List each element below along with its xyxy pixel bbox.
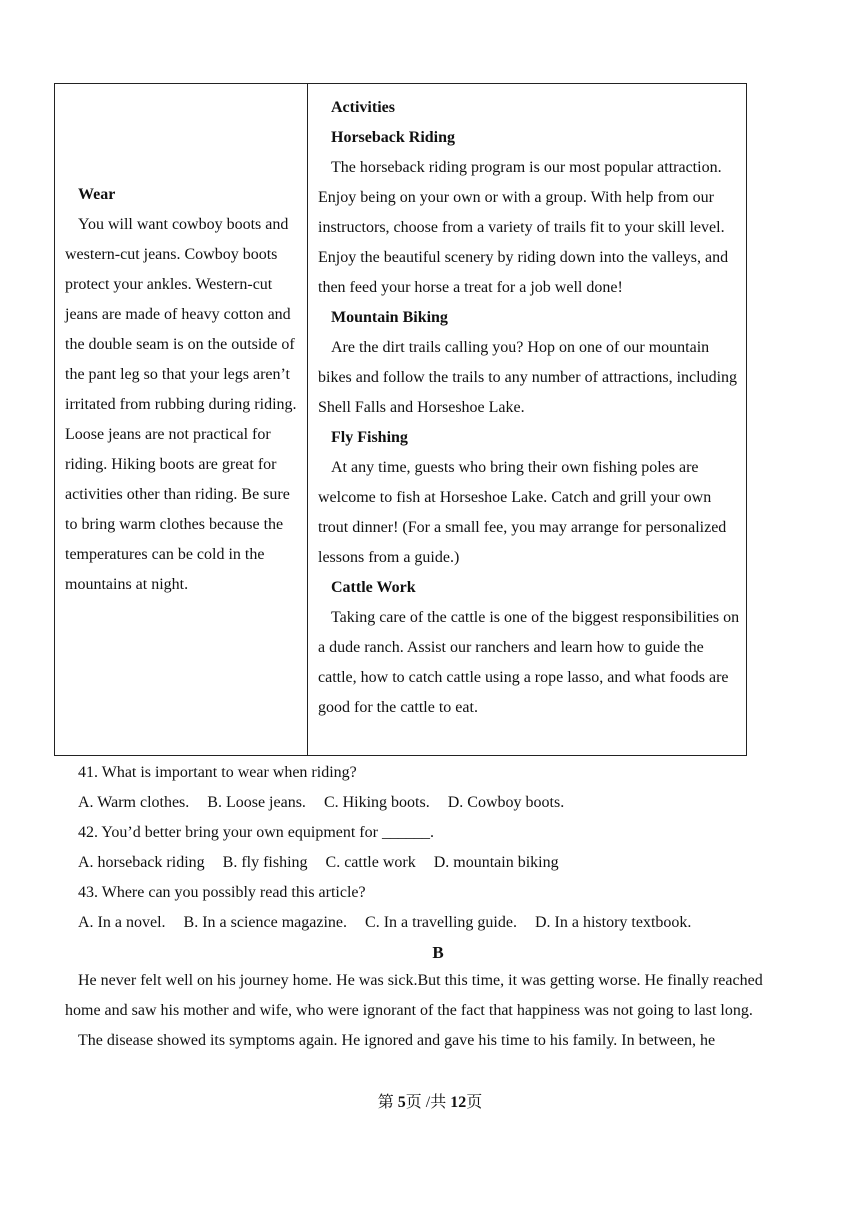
info-table — [54, 83, 747, 756]
activities-cell — [308, 84, 747, 756]
wear-cell — [55, 84, 308, 756]
fishing-heading: Fly Fishing — [331, 429, 408, 446]
footer-page-number: 5 — [397, 1094, 406, 1111]
option-43-d: D. In a history textbook. — [534, 914, 692, 931]
footer-mid: 页 /共 — [405, 1094, 447, 1111]
cattle-heading: Cattle Work — [331, 579, 416, 596]
question-stem-43: 43. Where can you possibly read this article? — [78, 884, 366, 901]
question-list — [66, 758, 826, 938]
biking-text: Are the dirt trails calling you? Hop on one of our mountain bikes and follow the trails to any number of attractions, including Shell Falls and Horseshoe Lake. — [318, 339, 738, 416]
footer-suffix: 页 — [466, 1094, 483, 1111]
biking-heading: Mountain Biking — [331, 309, 448, 326]
option-43-a: A. In a novel. — [78, 914, 166, 931]
option-41-d: D. Cowboy boots. — [447, 794, 565, 811]
section-b-heading: B — [432, 943, 444, 962]
activities-heading: Activities — [331, 99, 395, 116]
footer-total-pages: 12 — [450, 1094, 467, 1111]
question-stem-42: 42. You’d better bring your own equipment for ______. — [78, 824, 434, 841]
passage-paragraph: The disease showed its symptoms again. He ignored and gave his time to his family. In between, he — [78, 1032, 716, 1049]
option-42-d: D. mountain biking — [433, 854, 559, 871]
question-options-43 — [66, 908, 826, 938]
option-42-a: A. horseback riding — [78, 854, 205, 871]
option-41-c: C. Hiking boots. — [323, 794, 430, 811]
question-options-42 — [66, 848, 826, 878]
horseback-text: The horseback riding program is our most popular attraction. Enjoy being on your own or with a group. With help from our instructors, choose from a variety of trails fit to your skill level. Enjoy the beautiful scenery by riding down into the valleys, and then feed your horse a treat for a job well done! — [318, 159, 729, 296]
fishing-text: At any time, guests who bring their own fishing poles are welcome to fish at Horseshoe Lake. Catch and grill your own trout dinner! (For a small fee, you may arrange for personalized lessons from a guide.) — [318, 459, 727, 566]
footer-prefix: 第 — [377, 1094, 394, 1111]
option-43-b: B. In a science magazine. — [183, 914, 348, 931]
option-42-b: B. fly fishing — [222, 854, 308, 871]
cattle-text: Taking care of the cattle is one of the biggest responsibilities on a dude ranch. Assist our ranchers and learn how to guide the cattle, how to catch cattle using a rope lasso, and what foods are good for the cattle to eat. — [318, 609, 740, 716]
option-41-a: A. Warm clothes. — [78, 794, 190, 811]
question-options-41 — [66, 788, 826, 818]
option-42-c: C. cattle work — [325, 854, 416, 871]
passage-paragraph: He never felt well on his journey home. He was sick.But this time, it was getting worse. He finally reached home and saw his mother and wife, who were ignorant of the fact that happiness was not going to last long. — [65, 972, 763, 1019]
option-41-b: B. Loose jeans. — [207, 794, 306, 811]
section-b-passage — [65, 966, 795, 1056]
page-footer — [0, 1090, 860, 1116]
option-43-c: C. In a travelling guide. — [365, 914, 517, 931]
question-stem-41: 41. What is important to wear when riding? — [78, 764, 357, 781]
wear-heading: Wear — [78, 186, 116, 203]
wear-text: You will want cowboy boots and western-cut jeans. Cowboy boots protect your ankles. Western-cut jeans are made of heavy cotton and the double seam is on the outside of the pant leg so that your legs aren’t irritated from rubbing during riding. Loose jeans are not practical for riding. Hiking boots are great for activities other than riding. Be sure to bring warm clothes because the temperatures can be cold in the mountains at night. — [65, 216, 297, 593]
horseback-heading: Horseback Riding — [331, 129, 456, 146]
